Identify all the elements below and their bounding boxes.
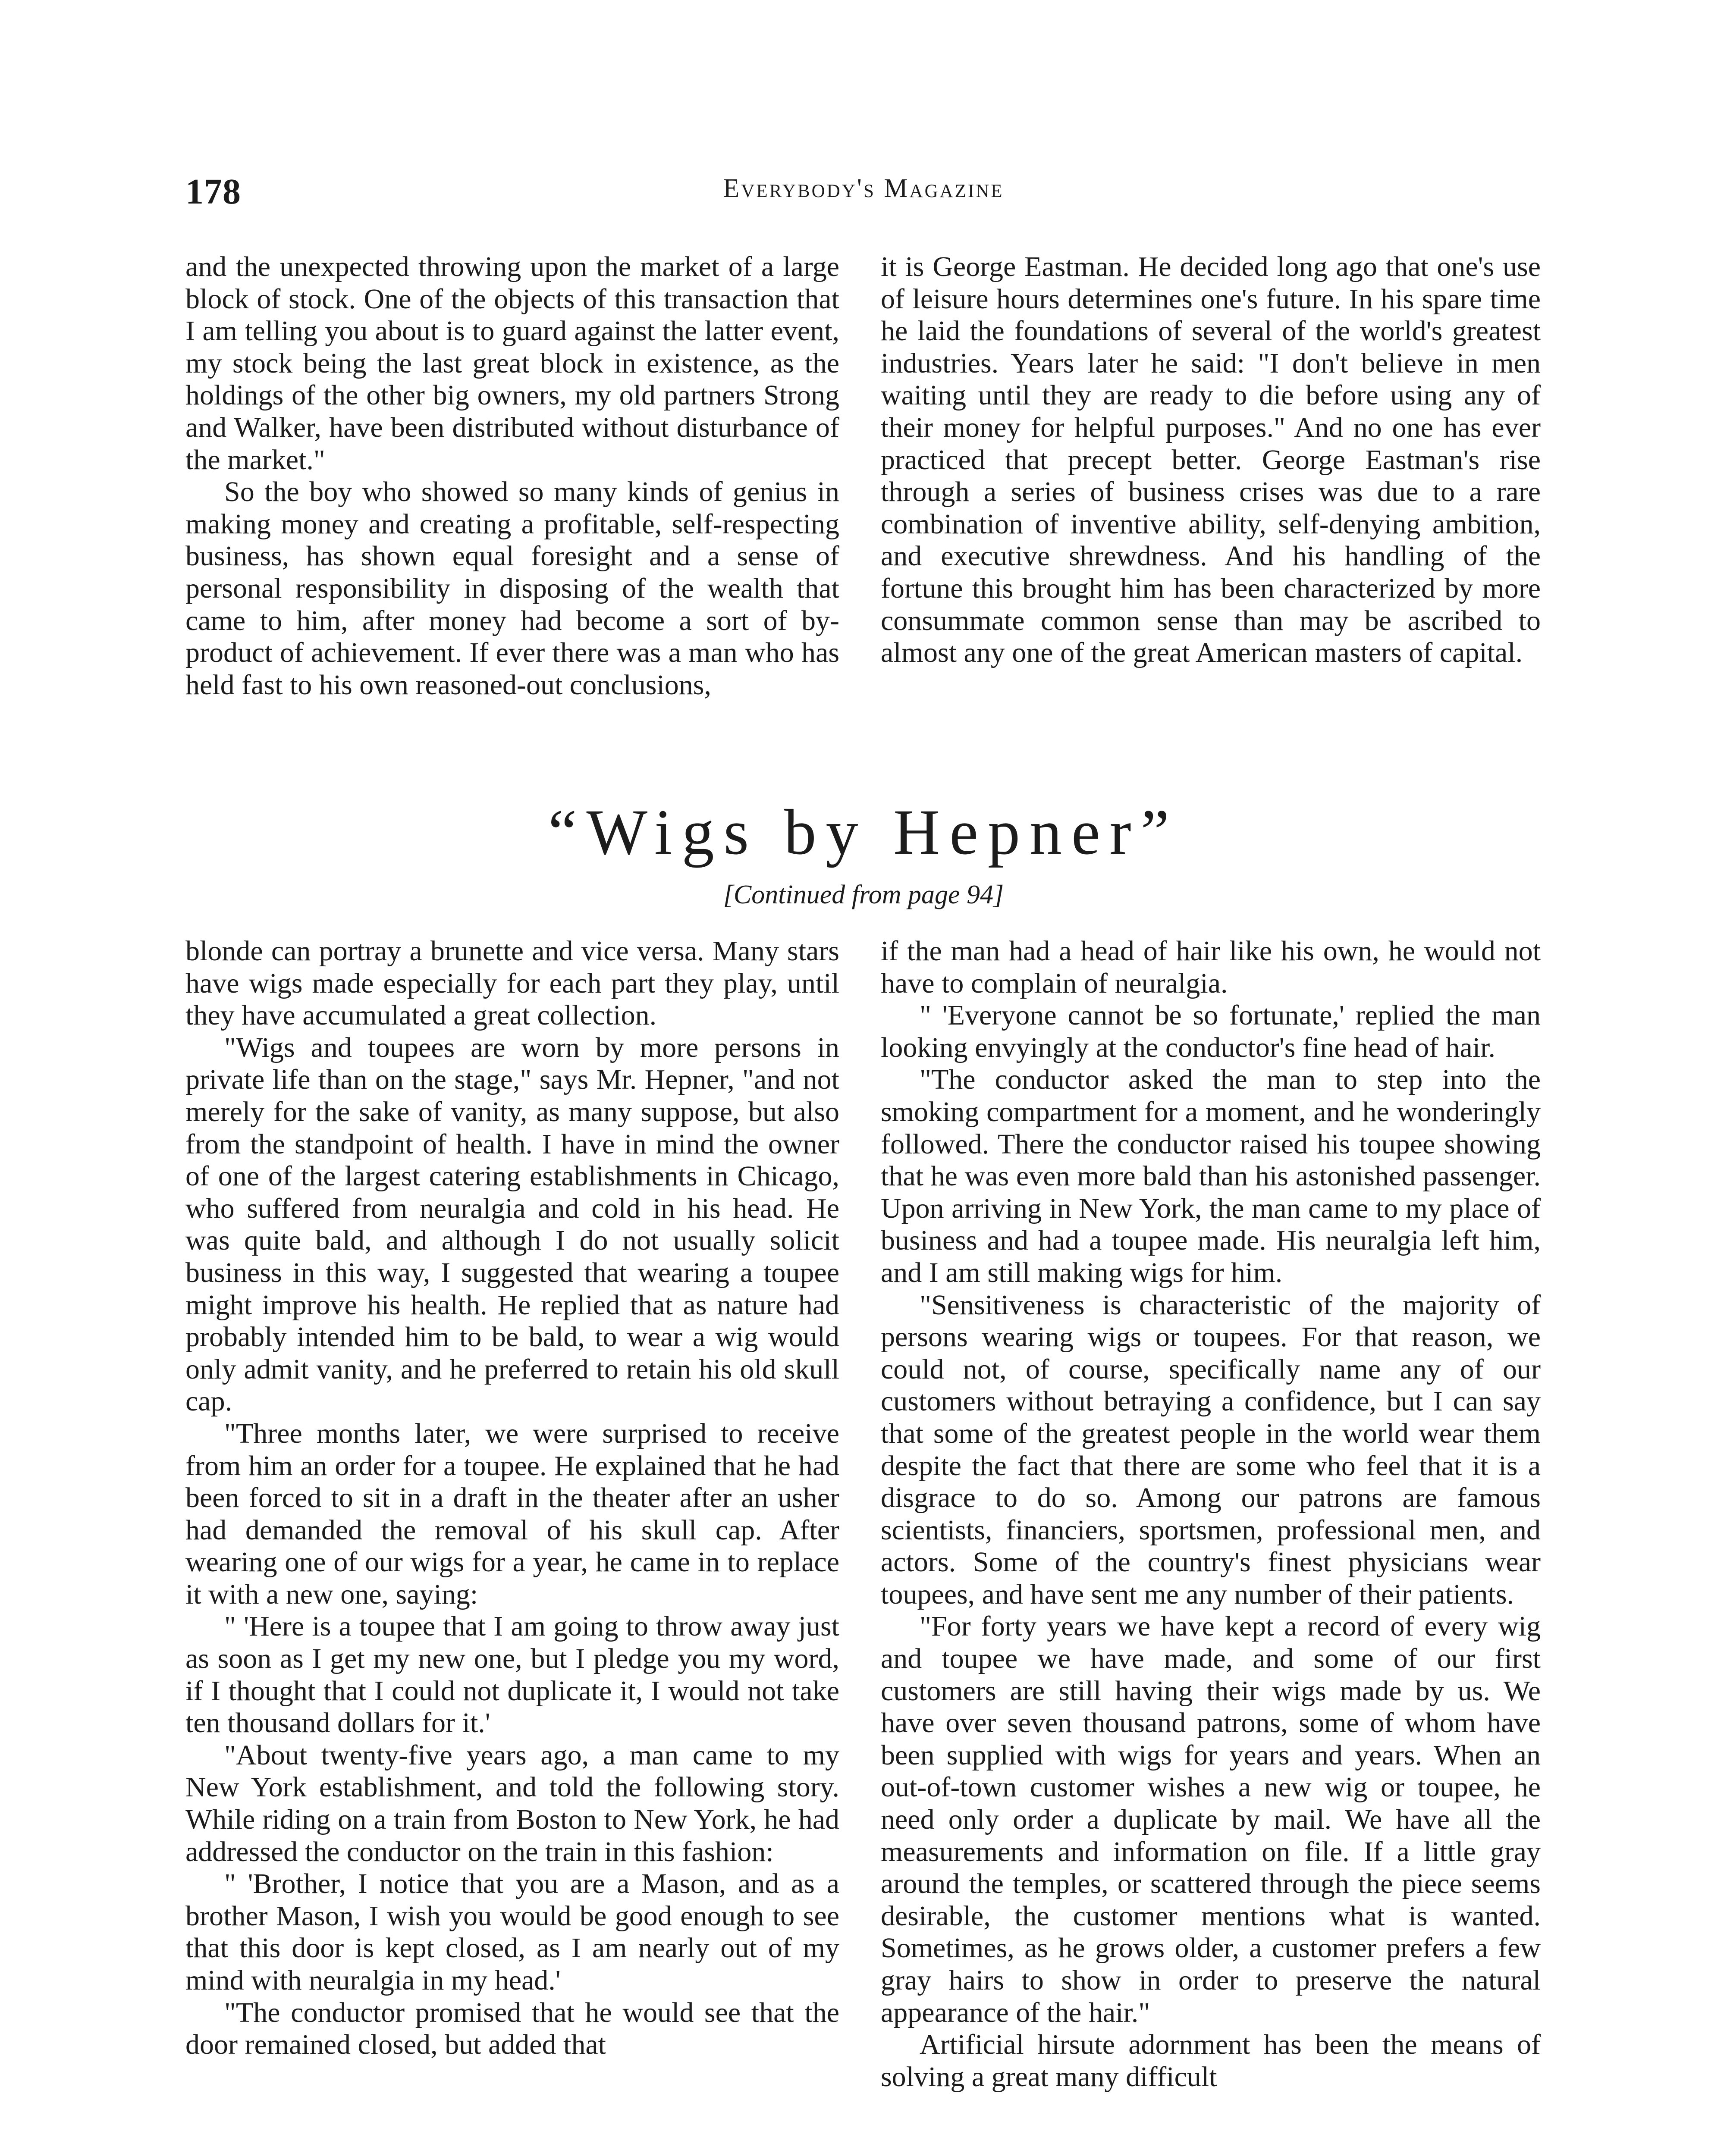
bottom-right-column — [881, 935, 1541, 2093]
paragraph: Artificial hirsute adornment has been the means of solving a great many difficult — [881, 2029, 1541, 2093]
paragraph: "The conductor promised that he would see that the door remained closed, but added that — [185, 1996, 839, 2061]
article-title: “Wigs by Hepner” — [548, 796, 1179, 868]
paragraph: So the boy who showed so many kinds of genius in making money and creating a profitable, self-respecting business, has shown equal foresight and a sense of personal responsibility in disposing of the wealth that came to him, after money had become a sort of by-product of achievement. If ever there was a man who has held fast to his own reasoned-out conclusions, — [185, 476, 839, 701]
page-number: 178 — [185, 172, 241, 212]
paragraph: "Three months later, we were surprised to receive from him an order for a toupee. He explained that he had been forced to sit in a draft in the theater after an usher had demanded the removal of his skull cap. After wearing one of our wigs for a year, he came in to replace it with a new one, saying: — [185, 1417, 839, 1610]
paragraph: it is George Eastman. He decided long ago that one's use of leisure hours determines one's future. In his spare time he laid the foundations of several of the world's greatest industries. Years later he said: "I don't believe in men waiting until they are ready to die before using any of their money for helpful purposes." And no one has ever practiced that precept better. George Eastman's rise through a series of business crises was due to a rare combination of inventive ability, self-denying ambition, and executive shrewdness. And his handling of the fortune this brought him has been characterized by more consummate common sense than may be ascribed to almost any one of the great American masters of capital. — [881, 251, 1541, 669]
top-right-column — [881, 251, 1541, 669]
paragraph: " 'Brother, I notice that you are a Mason, and as a brother Mason, I wish you would be good enough to see that this door is kept closed, as I am nearly out of my mind with neuralgia in my head.' — [185, 1868, 839, 1996]
paragraph: "Wigs and toupees are worn by more persons in private life than on the stage," says Mr. Hepner, "and not merely for the sake of vanity, as many suppose, but also from the standpoint of health. I have in mind the owner of one of the largest catering establishments in Chicago, who suffered from neuralgia and cold in his head. He was quite bald, and although I do not usually solicit business in this way, I suggested that wearing a toupee might improve his health. He replied that as nature had probably intended him to be bald, to wear a wig would only admit vanity, and he preferred to retain his old skull cap. — [185, 1031, 839, 1417]
paragraph: "The conductor asked the man to step into the smoking compartment for a moment, and he wonderingly followed. There the conductor raised his toupee showing that he was even more bald than his astonished passenger. Upon arriving in New York, the man came to my place of business and had a toupee made. His neuralgia left him, and I am still making wigs for him. — [881, 1064, 1541, 1288]
paragraph: " 'Here is a toupee that I am going to throw away just as soon as I get my new one, but I pledge you my word, if I thought that I could not duplicate it, I would not take ten thousand dollars for it.' — [185, 1611, 839, 1739]
paragraph: "For forty years we have kept a record of every wig and toupee we have made, and some of our first customers are still having their wigs made by us. We have over seven thousand patrons, some of whom have been supplied with wigs for years and years. When an out-of-town customer wishes a new wig or toupee, he need only order a duplicate by mail. We have all the measurements and information on file. If a little gray around the temples, or scattered through the piece seems desirable, the customer mentions what is wanted. Sometimes, as he grows older, a customer prefers a few gray hairs to show in order to preserve the natural appearance of the hair." — [881, 1611, 1541, 2028]
paragraph: "About twenty-five years ago, a man came to my New York establishment, and told the following story. While riding on a train from Boston to New York, he had addressed the conductor on the train in this fashion: — [185, 1739, 839, 1868]
magazine-title: Everybody's Magazine — [723, 174, 1004, 203]
paragraph: blonde can portray a brunette and vice versa. Many stars have wigs made especially for each part they play, until they have accumulated a great collection. — [185, 935, 839, 1031]
paragraph: " 'Everyone cannot be so fortunate,' replied the man looking envyingly at the conductor's fine head of hair. — [881, 1000, 1541, 1063]
bottom-left-column — [185, 935, 839, 2061]
paragraph: if the man had a head of hair like his own, he would not have to complain of neuralgia. — [881, 935, 1541, 999]
paragraph: and the unexpected throwing upon the market of a large block of stock. One of the objects of this transaction that I am telling you about is to guard against the latter event, my stock being the last great block in existence, as the holdings of the other big owners, my old partners Strong and Walker, have been distributed without disturbance of the market." — [185, 251, 839, 476]
continued-note: [Continued from page 94] — [723, 880, 1004, 909]
paragraph: "Sensitiveness is characteristic of the majority of persons wearing wigs or toupees. For that reason, we could not, of course, specifically name any of our customers without betraying a confidence, but I can say that some of the greatest people in the world wear them despite the fact that there are some who feel that it is a disgrace to do so. Among our patrons are famous scientists, financiers, sportsmen, professional men, and actors. Some of the country's finest physicians wear toupees, and have sent me any number of their patients. — [881, 1289, 1541, 1610]
top-left-column — [185, 251, 839, 701]
